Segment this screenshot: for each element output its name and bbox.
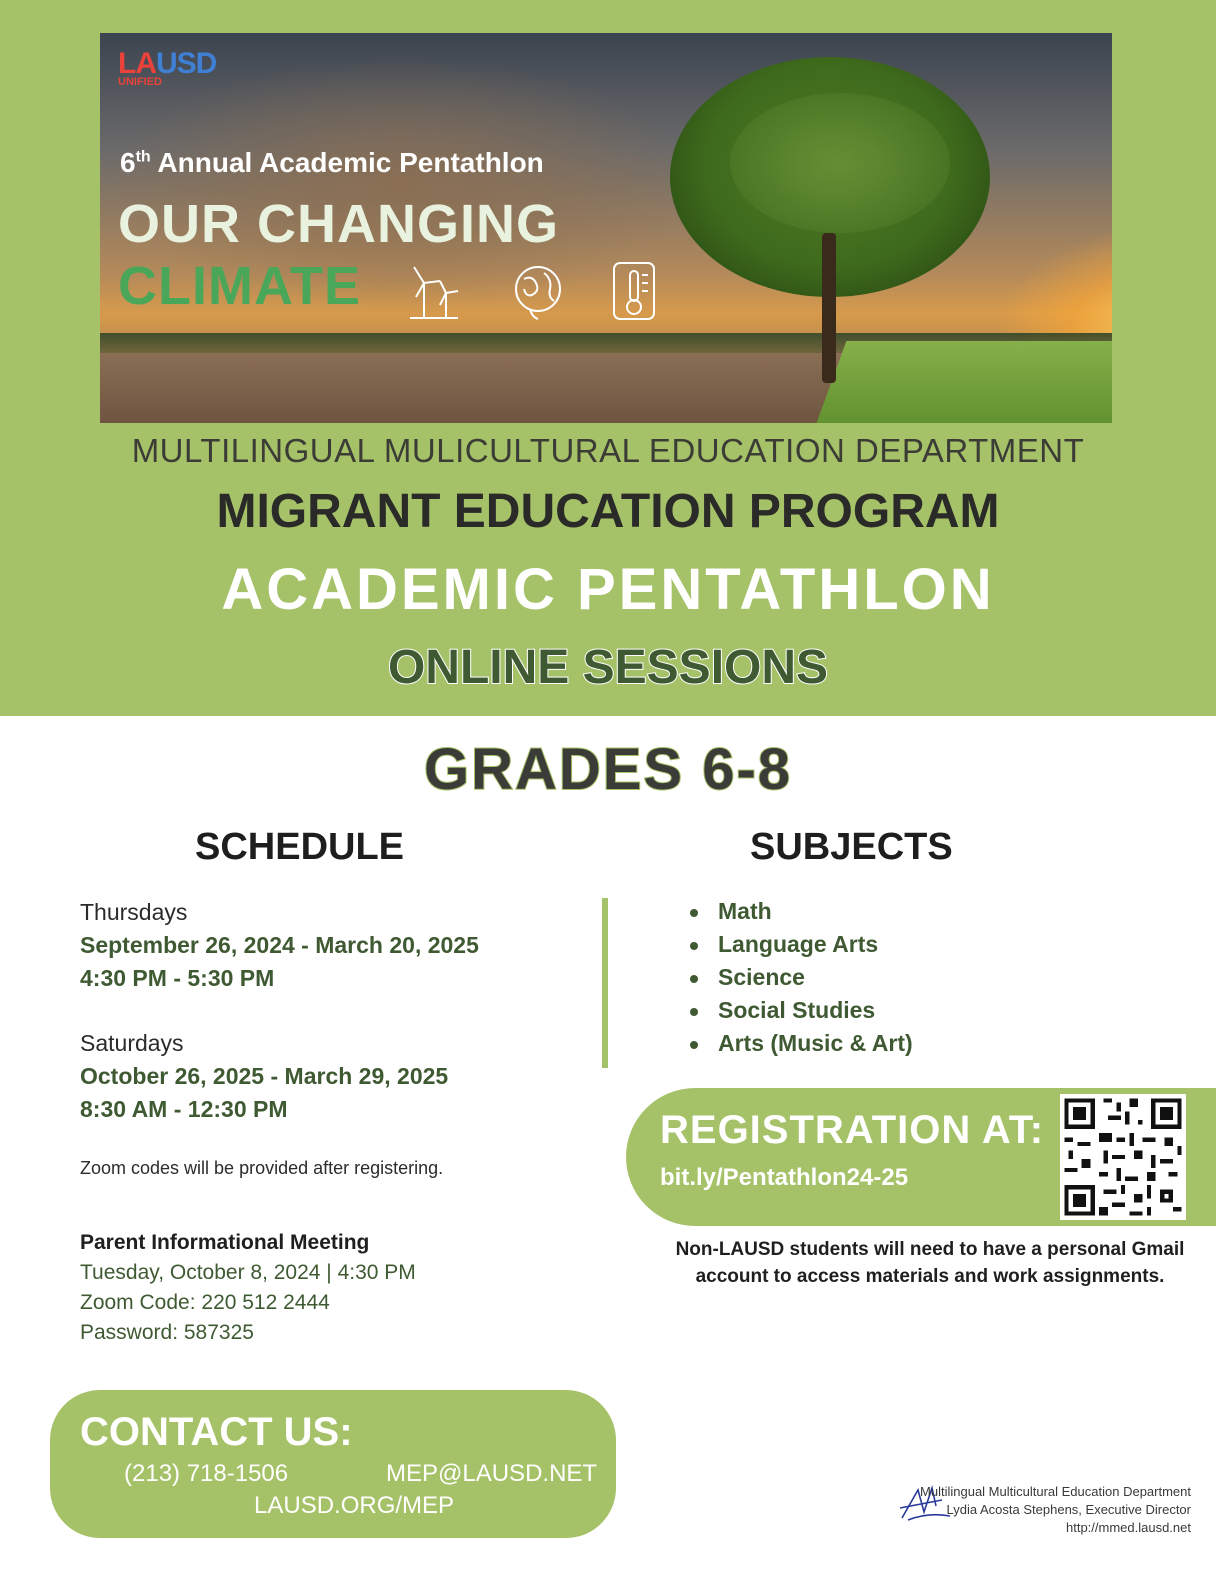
parent-meeting-password: Password: 587325 xyxy=(80,1321,254,1344)
contact-phone[interactable]: (213) 718-1506 xyxy=(124,1460,289,1487)
parent-meeting xyxy=(80,1228,416,1348)
list-item: Arts (Music & Art) xyxy=(690,1027,913,1060)
registration-link[interactable]: bit.ly/Pentathlon24-25 xyxy=(660,1164,909,1191)
column-divider xyxy=(602,898,608,1068)
footer-website[interactable]: http://mmed.lausd.net xyxy=(1065,1520,1191,1535)
contact-website[interactable]: LAUSD.ORG/MEP xyxy=(254,1492,455,1519)
footer-director: Lydia Acosta Stephens, Executive Director xyxy=(946,1502,1191,1517)
schedule-heading: SCHEDULE xyxy=(195,826,405,868)
tree-trunk xyxy=(822,233,836,383)
contact-box xyxy=(50,1390,616,1538)
qr-code[interactable] xyxy=(1060,1094,1186,1220)
schedule-dates: October 26, 2025 - March 29, 2025 xyxy=(80,1063,449,1089)
format-title: ONLINE SESSIONS xyxy=(387,641,829,694)
contact-email[interactable]: MEP@LAUSD.NET xyxy=(386,1460,598,1487)
list-item: Science xyxy=(690,961,913,994)
department-name: MULTILINGUAL MULICULTURAL EDUCATION DEPARTMENT xyxy=(131,432,1085,469)
list-item: Social Studies xyxy=(690,994,913,1027)
subjects-heading: SUBJECTS xyxy=(750,826,953,868)
list-item: Language Arts xyxy=(690,928,913,961)
banner-image xyxy=(100,33,1112,423)
globe-icon xyxy=(510,261,566,321)
parent-meeting-title: Parent Informational Meeting xyxy=(80,1231,370,1254)
banner-title-line1: OUR CHANGING xyxy=(118,194,559,254)
schedule-day: Saturdays xyxy=(80,1030,184,1056)
parent-meeting-zoom-code: Zoom Code: 220 512 2444 xyxy=(80,1291,330,1314)
schedule-dates: September 26, 2024 - March 20, 2025 xyxy=(80,932,479,958)
program-title: MIGRANT EDUCATION PROGRAM xyxy=(216,485,1000,538)
footer xyxy=(920,1483,1191,1537)
event-title: ACADEMIC PENTATHLON xyxy=(221,557,995,622)
lausd-logo: LAUSD UNIFIED xyxy=(118,47,217,88)
registration-note: Non-LAUSD students will need to have a personal Gmail account to access materials and work assignments. xyxy=(675,1239,1185,1287)
schedule-day: Thursdays xyxy=(80,899,188,925)
schedule-thursdays xyxy=(80,896,479,995)
banner-title-line2: CLIMATE xyxy=(118,256,361,316)
list-item: Math xyxy=(690,895,913,928)
tree-highlight xyxy=(730,93,950,233)
schedule-saturdays xyxy=(80,1027,448,1126)
wind-turbine-icon xyxy=(406,261,462,321)
green-field xyxy=(814,341,1112,423)
banner-subtitle: 6th Annual Academic Pentathlon xyxy=(120,147,544,178)
schedule-times: 8:30 AM - 12:30 PM xyxy=(80,1096,288,1122)
contact-title: CONTACT US: xyxy=(80,1410,353,1454)
registration-box xyxy=(626,1088,1216,1226)
zoom-note: Zoom codes will be provided after registering. xyxy=(80,1158,444,1178)
subjects-list xyxy=(690,895,913,1060)
grades-heading: GRADES 6-8 xyxy=(423,737,793,802)
schedule-times: 4:30 PM - 5:30 PM xyxy=(80,965,275,991)
footer-department: Multilingual Multicultural Education Department xyxy=(920,1484,1191,1499)
thermometer-icon xyxy=(606,261,662,321)
registration-title: REGISTRATION AT: xyxy=(660,1108,1045,1152)
parent-meeting-date: Tuesday, October 8, 2024 | 4:30 PM xyxy=(80,1261,416,1284)
